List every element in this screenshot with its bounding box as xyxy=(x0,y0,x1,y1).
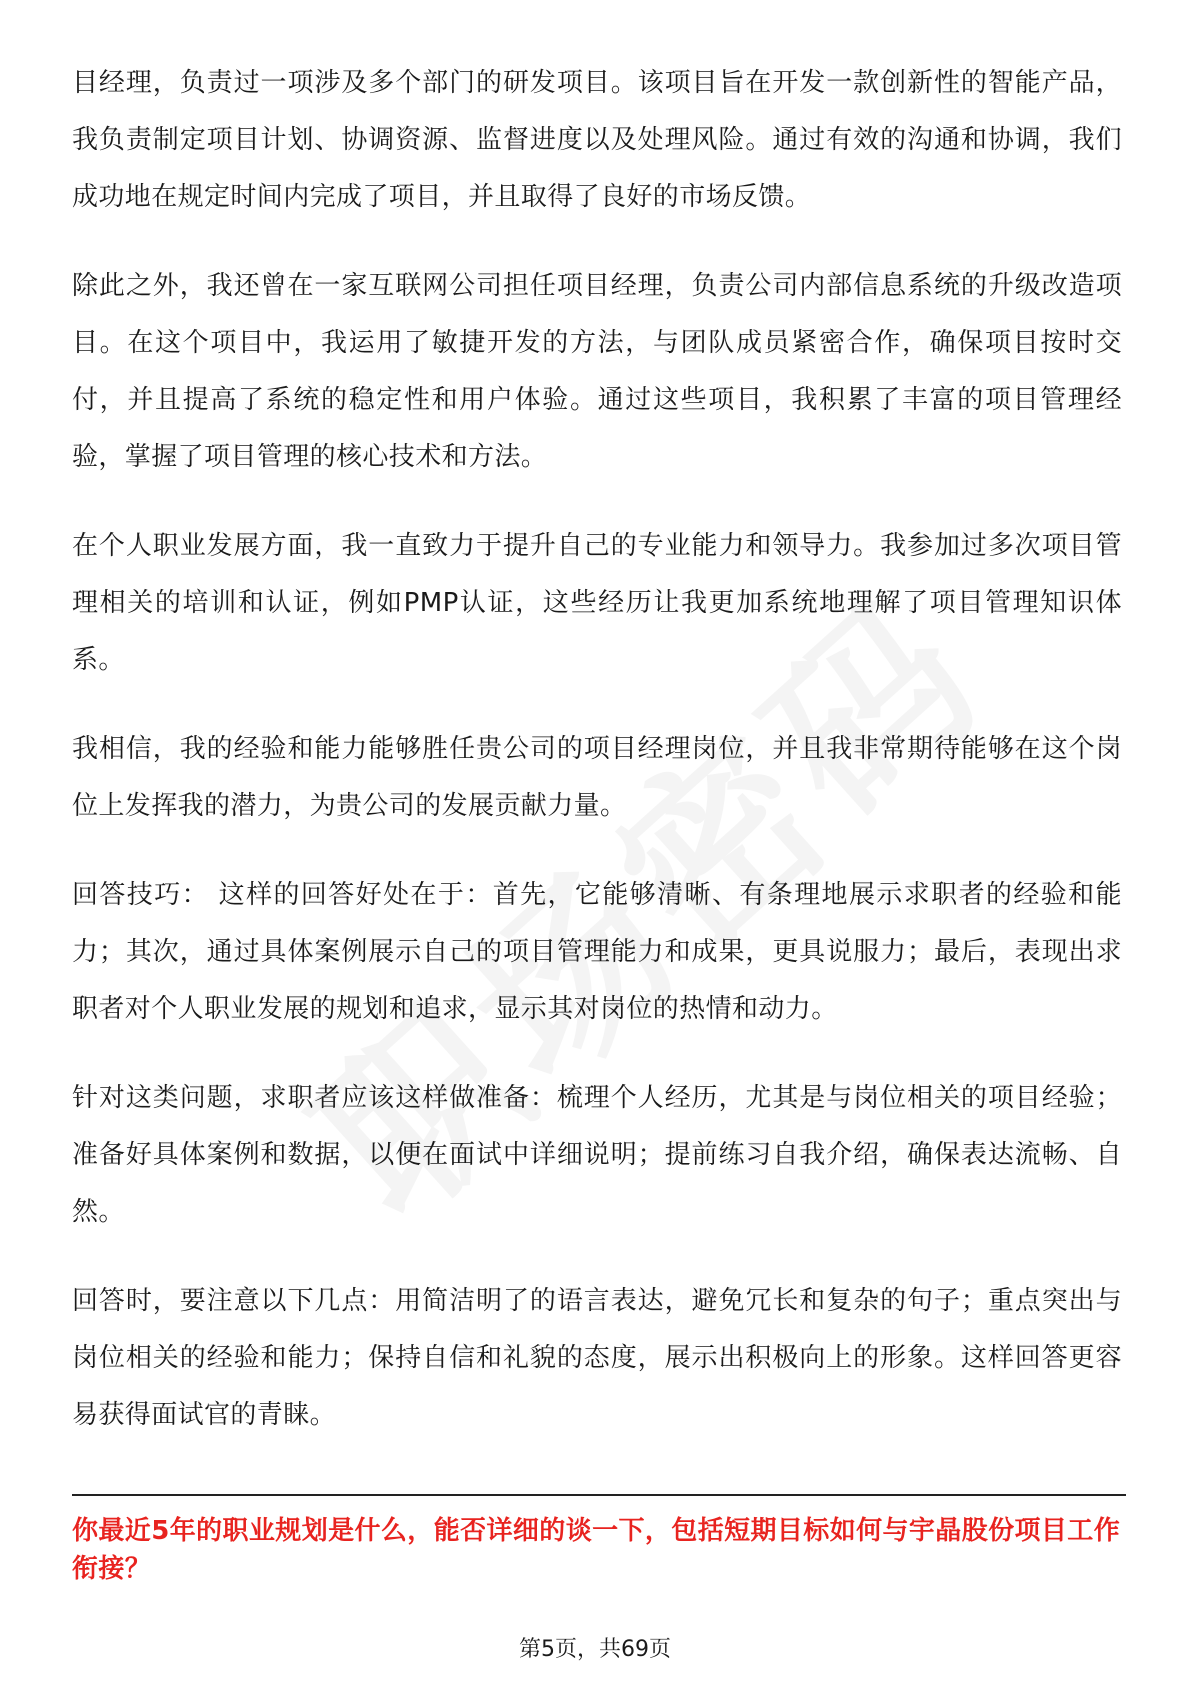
attention-points-paragraph: 回答时，要注意以下几点：用简洁明了的语言表达，避免冗长和复杂的句子；重点突出与岗位相关的经验和能力；保持自信和礼貌的态度，展示出积极向上的形象。这样回答更容易获得面试官的青睐。 xyxy=(72,1286,1122,1430)
paragraph-2: 除此之外，我还曾在一家互联网公司担任项目经理，负责公司内部信息系统的升级改造项目。在这个项目中，我运用了敏捷开发的方法，与团队成员紧密合作，确保项目按时交付，并且提高了系统的稳定性和用户体验。通过这些项目，我积累了丰富的项目管理经验，掌握了项目管理的核心技术和方法。 xyxy=(72,271,1122,472)
paragraph-1: 目经理，负责过一项涉及多个部门的研发项目。该项目旨在开发一款创新性的智能产品，我负责制定项目计划、协调资源、监督进度以及处理风险。通过有效的沟通和协调，我们成功地在规定时间内完成了项目，并且取得了良好的市场反馈。 xyxy=(72,68,1122,212)
answer-tips-paragraph: 回答技巧： 这样的回答好处在于：首先，它能够清晰、有条理地展示求职者的经验和能力；其次，通过具体案例展示自己的项目管理能力和成果，更具说服力；最后，表现出求职者对个人职业发展的规划和追求，显示其对岗位的热情和动力。 xyxy=(72,880,1122,1024)
section-divider xyxy=(72,1494,1126,1496)
paragraph-4: 我相信，我的经验和能力能够胜任贵公司的项目经理岗位，并且我非常期待能够在这个岗位上发挥我的潜力，为贵公司的发展贡献力量。 xyxy=(72,734,1122,821)
paragraph-3: 在个人职业发展方面，我一直致力于提升自己的专业能力和领导力。我参加过多次项目管理相关的培训和认证，例如PMP认证，这些经历让我更加系统地理解了项目管理知识体系。 xyxy=(72,531,1122,675)
page-number: 第5页，共69页 xyxy=(519,1637,671,1662)
next-question-heading: 你最近5年的职业规划是什么，能否详细的谈一下，包括短期目标如何与宇晶股份项目工作衔接？ xyxy=(72,1516,1121,1584)
preparation-paragraph: 针对这类问题，求职者应该这样做准备：梳理个人经历，尤其是与岗位相关的项目经验；准备好具体案例和数据，以便在面试中详细说明；提前练习自我介绍，确保表达流畅、自然。 xyxy=(72,1083,1122,1227)
document-body xyxy=(72,55,1122,1476)
